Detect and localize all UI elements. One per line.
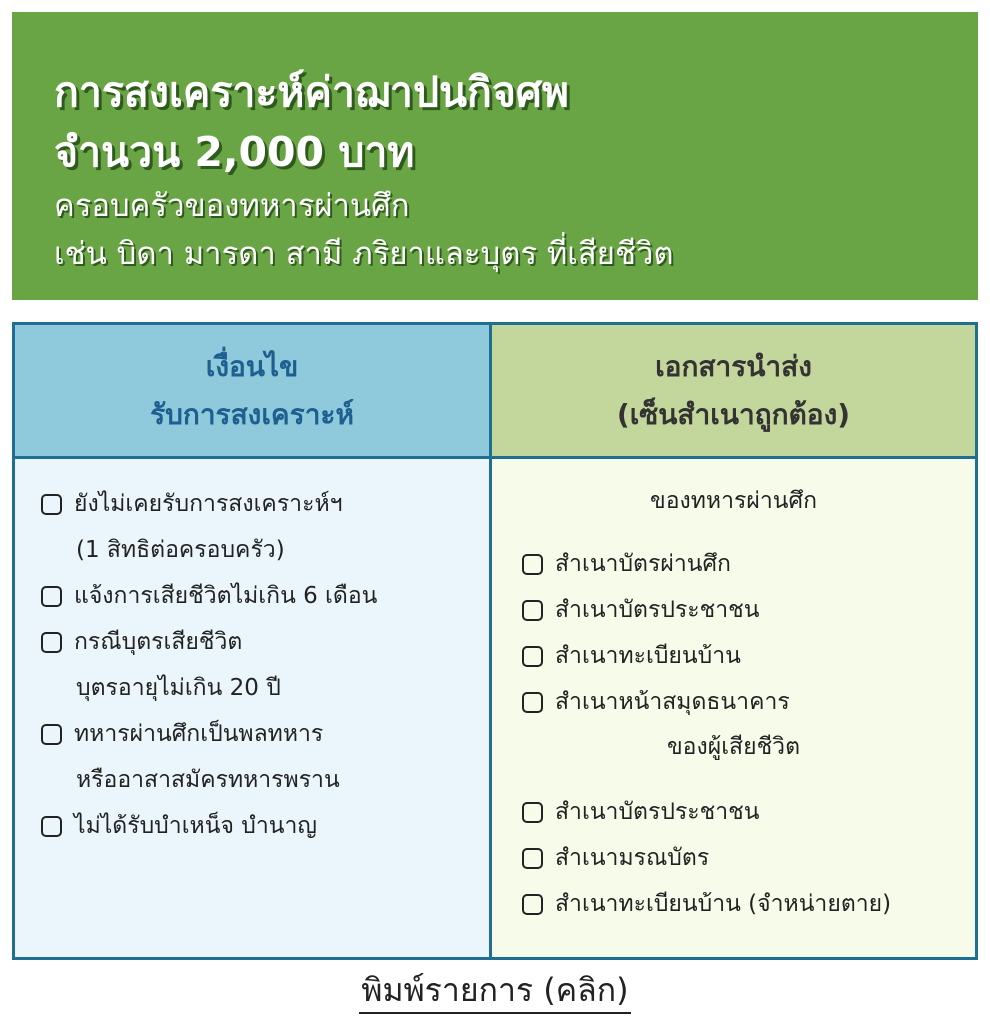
condition-text: กรณีบุตรเสียชีวิต xyxy=(74,629,243,655)
condition-item-continuation xyxy=(41,665,489,711)
checkbox-icon xyxy=(522,802,543,823)
document-item xyxy=(522,881,975,927)
title-banner xyxy=(12,12,978,300)
condition-item xyxy=(41,573,489,619)
condition-text: ทหารผ่านศึกเป็นพลทหาร xyxy=(74,721,324,747)
condition-text: แจ้งการเสียชีวิตไม่เกิน 6 เดือน xyxy=(74,583,378,609)
condition-item xyxy=(41,711,489,757)
conditions-header-line-2: รับการสงเคราะห์ xyxy=(150,397,354,431)
checkbox-icon xyxy=(41,724,62,745)
document-text: สำเนาบัตรประชาชน xyxy=(555,799,760,825)
condition-item xyxy=(41,619,489,665)
condition-text: ยังไม่เคยรับการสงเคราะห์ฯ xyxy=(74,491,343,517)
document-item xyxy=(522,835,975,881)
checkbox-icon xyxy=(41,494,62,515)
documents-header xyxy=(492,325,975,459)
condition-item-continuation xyxy=(41,757,489,803)
checkbox-icon xyxy=(41,632,62,653)
checkbox-icon xyxy=(522,600,543,621)
checkbox-icon xyxy=(41,816,62,837)
condition-item xyxy=(41,803,489,849)
document-text: สำเนาบัตรประชาชน xyxy=(555,597,760,623)
checkbox-icon xyxy=(522,894,543,915)
documents-list xyxy=(492,459,975,957)
condition-text: ไม่ได้รับบำเหน็จ บำนาญ xyxy=(74,813,317,839)
checkbox-icon xyxy=(522,646,543,667)
banner-title-line-1: การสงเคราะห์ค่าฌาปนกิจศพ xyxy=(54,68,569,116)
document-item xyxy=(522,789,975,835)
checkbox-icon xyxy=(522,692,543,713)
checkbox-icon xyxy=(41,586,62,607)
conditions-list xyxy=(15,459,492,957)
deceased-docs-title: ของผู้เสียชีวิต xyxy=(666,734,801,760)
documents-header-line-2: (เซ็นสำเนาถูกต้อง) xyxy=(616,397,851,431)
condition-text: หรืออาสาสมัครทหารพราน xyxy=(76,767,340,793)
document-item xyxy=(522,541,975,587)
document-text: สำเนามรณบัตร xyxy=(555,845,710,871)
document-item xyxy=(522,679,975,725)
document-item xyxy=(522,587,975,633)
requirements-table xyxy=(12,322,978,960)
document-text: สำเนาทะเบียนบ้าน xyxy=(555,643,741,669)
conditions-header-line-1: เงื่อนไข xyxy=(205,349,299,383)
conditions-header xyxy=(15,325,492,459)
document-text: สำเนาหน้าสมุดธนาคาร xyxy=(555,689,790,715)
condition-item xyxy=(41,481,489,527)
banner-subtitle-line-1: ครอบครัวของทหารผ่านศึก xyxy=(54,188,410,224)
document-text: สำเนาบัตรผ่านศึก xyxy=(555,551,731,577)
documents-header-line-1: เอกสารนำส่ง xyxy=(655,349,812,383)
banner-title-line-2: จำนวน 2,000 บาท xyxy=(54,128,415,176)
veteran-docs-title: ของทหารผ่านศึก xyxy=(650,488,817,514)
document-item xyxy=(522,633,975,679)
checkbox-icon xyxy=(522,554,543,575)
footer xyxy=(0,968,990,1014)
document-text: สำเนาทะเบียนบ้าน (จำหน่ายตาย) xyxy=(555,891,892,917)
condition-item-continuation xyxy=(41,527,489,573)
banner-subtitle-line-2: เช่น บิดา มารดา สามี ภริยาและบุตร ที่เสียชีวิต xyxy=(54,236,674,272)
print-list-link[interactable]: พิมพ์รายการ (คลิก) xyxy=(359,968,630,1014)
condition-text: (1 สิทธิต่อครอบครัว) xyxy=(76,537,285,563)
checkbox-icon xyxy=(522,848,543,869)
condition-text: บุตรอายุไม่เกิน 20 ปี xyxy=(76,675,281,701)
